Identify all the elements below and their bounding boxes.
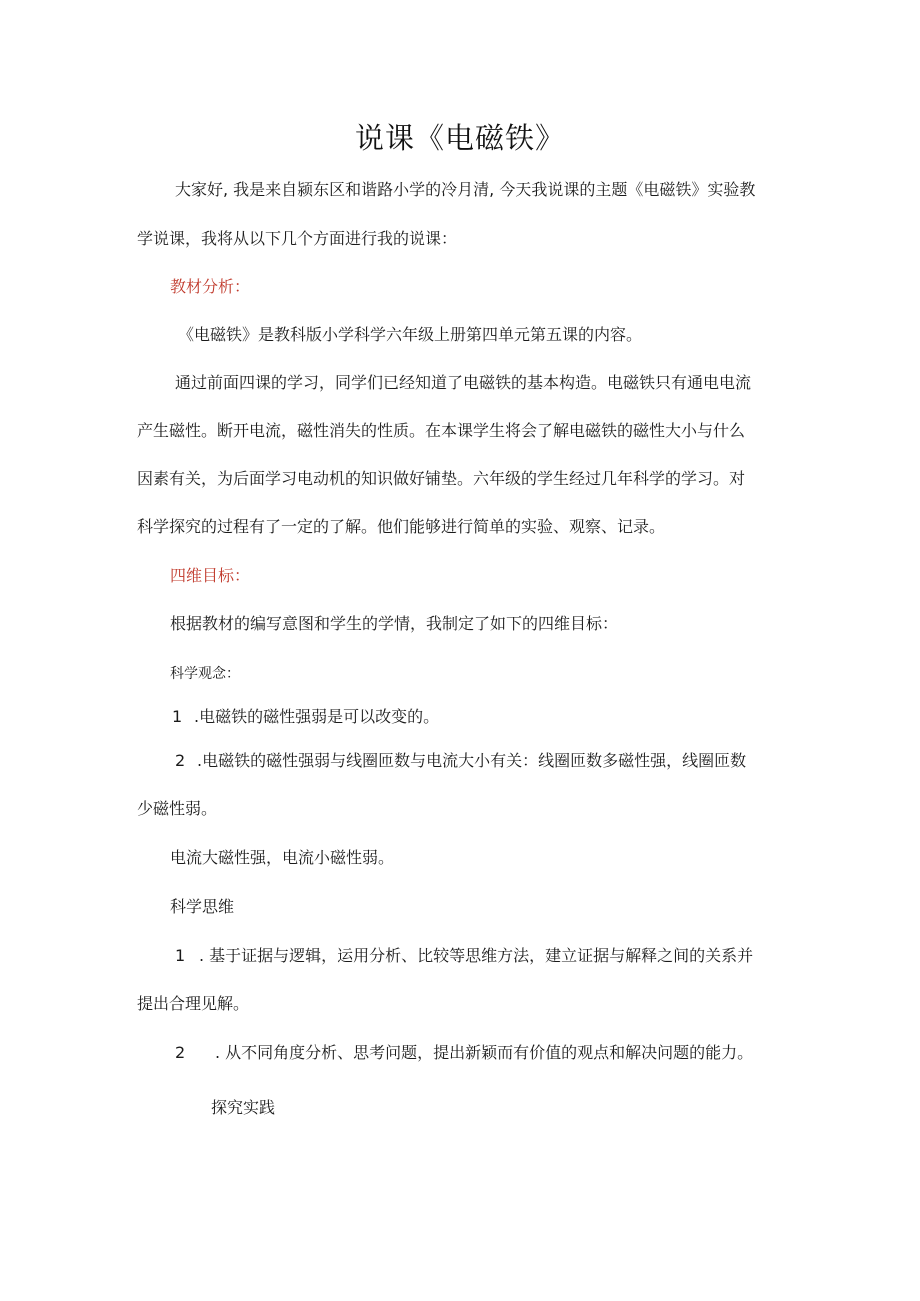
concept-item-2-number: 2 [175, 751, 186, 770]
concept-item-2-text: .电磁铁的磁性强弱与线圈匝数与电流大小有关：线圈匝数多磁性强，线圈匝数 [197, 751, 747, 770]
concept-item-2 [175, 750, 746, 772]
thinking-item-2 [175, 1042, 753, 1064]
practice-label: 探究实践 [211, 1098, 276, 1117]
page-title: 说课《电磁铁》 [354, 121, 565, 155]
thinking-item-1-text: . 基于证据与逻辑，运用分析、比较等思维方法，建立证据与解释之间的关系并 [199, 946, 754, 965]
intro-line-1: 大家好, 我是来自颍东区和谐路小学的冷月清, 今天我说课的主题《电磁铁》实验教 [175, 180, 756, 199]
thinking-item-2-number: 2 [175, 1043, 186, 1062]
material-para-2-line-3: 因素有关，为后面学习电动机的知识做好铺垫。六年级的学生经过几年科学的学习。对 [137, 469, 746, 488]
material-para-2-line-4: 科学探究的过程有了一定的了解。他们能够进行简单的实验、观察、记录。 [137, 517, 666, 536]
goals-intro: 根据教材的编写意图和学生的学情，我制定了如下的四维目标： [170, 614, 619, 633]
goals-heading: 四维目标： [170, 566, 251, 585]
material-para-1: 《电磁铁》是教科版小学科学六年级上册第四单元第五课的内容。 [178, 325, 643, 344]
concept-item-3: 电流大磁性强，电流小磁性弱。 [170, 848, 395, 867]
thinking-item-1 [175, 945, 753, 967]
concept-item-1-text: .电磁铁的磁性强弱是可以改变的。 [194, 707, 440, 726]
intro-line-2: 学说课，我将从以下几个方面进行我的说课： [137, 229, 458, 248]
material-para-2-line-1: 通过前面四课的学习，同学们已经知道了电磁铁的基本构造。电磁铁只有通电电流 [175, 373, 752, 392]
concept-item-1 [172, 706, 439, 728]
concept-item-1-number: 1 [172, 707, 183, 726]
concept-label: 科学观念： [170, 666, 240, 682]
thinking-item-1-continuation: 提出合理见解。 [137, 994, 250, 1013]
material-para-2-line-2: 产生磁性。断开电流，磁性消失的性质。在本课学生将会了解电磁铁的磁性大小与什么 [137, 421, 746, 440]
thinking-item-1-number: 1 [175, 946, 186, 965]
thinking-item-2-text: . 从不同角度分析、思考问题，提出新颖而有价值的观点和解决问题的能力。 [215, 1043, 754, 1062]
thinking-label: 科学思维 [170, 897, 235, 916]
concept-item-2-continuation: 少磁性弱。 [137, 799, 218, 818]
material-heading: 教材分析： [170, 277, 251, 296]
